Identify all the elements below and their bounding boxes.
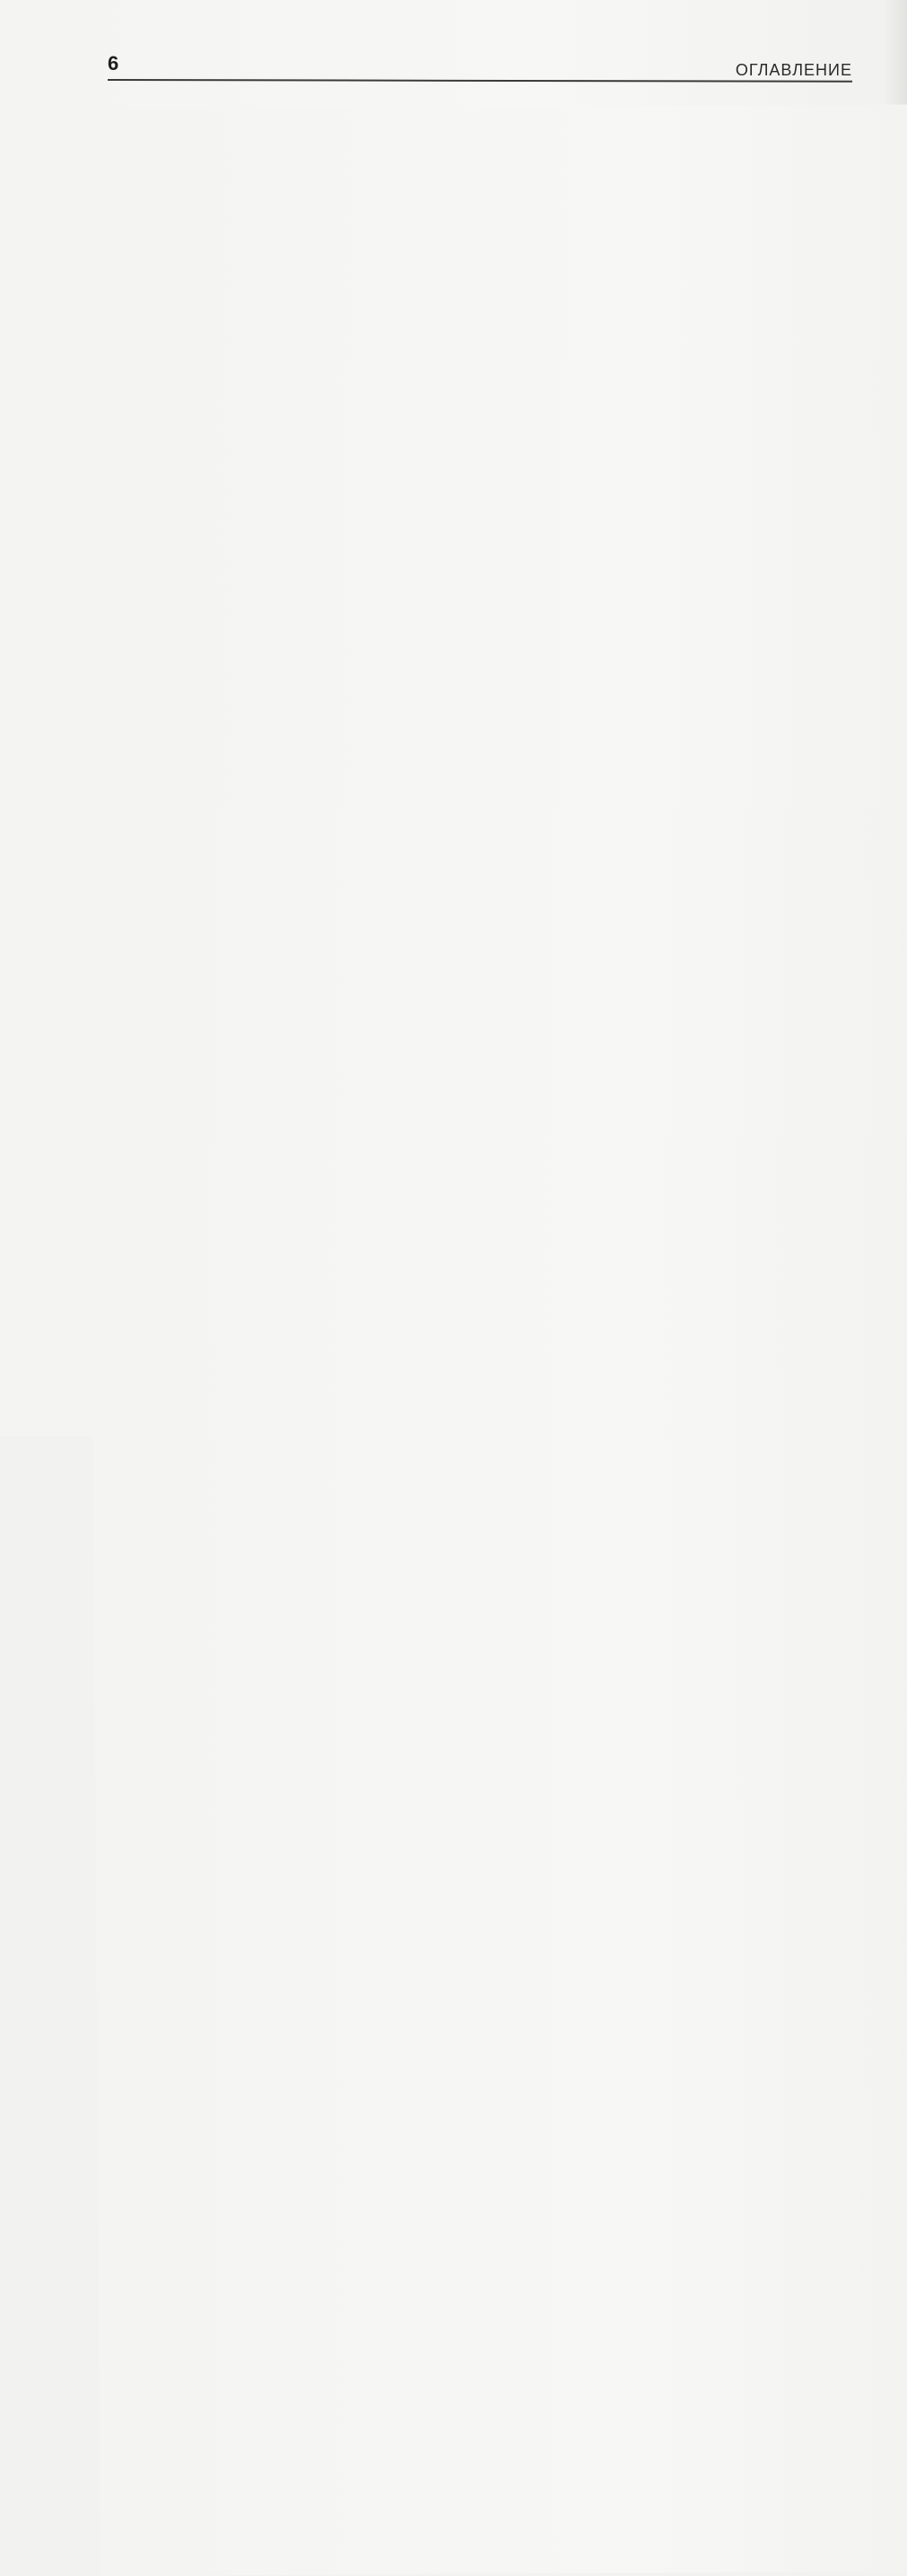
chapter-2 bbox=[104, 357, 848, 798]
chapter-4 bbox=[92, 1135, 833, 1300]
chapter-3 bbox=[97, 808, 840, 1116]
toc-entry[interactable] bbox=[109, 304, 850, 348]
toc-entry[interactable] bbox=[92, 1256, 833, 1300]
toc-entry[interactable] bbox=[107, 754, 848, 798]
page-number: 6 bbox=[108, 52, 118, 75]
entry-page bbox=[92, 1135, 907, 2576]
running-head: ОГЛАВЛЕНИЕ bbox=[736, 61, 852, 80]
chapter-1 bbox=[108, 105, 850, 348]
toc-entry[interactable] bbox=[99, 1047, 840, 1116]
